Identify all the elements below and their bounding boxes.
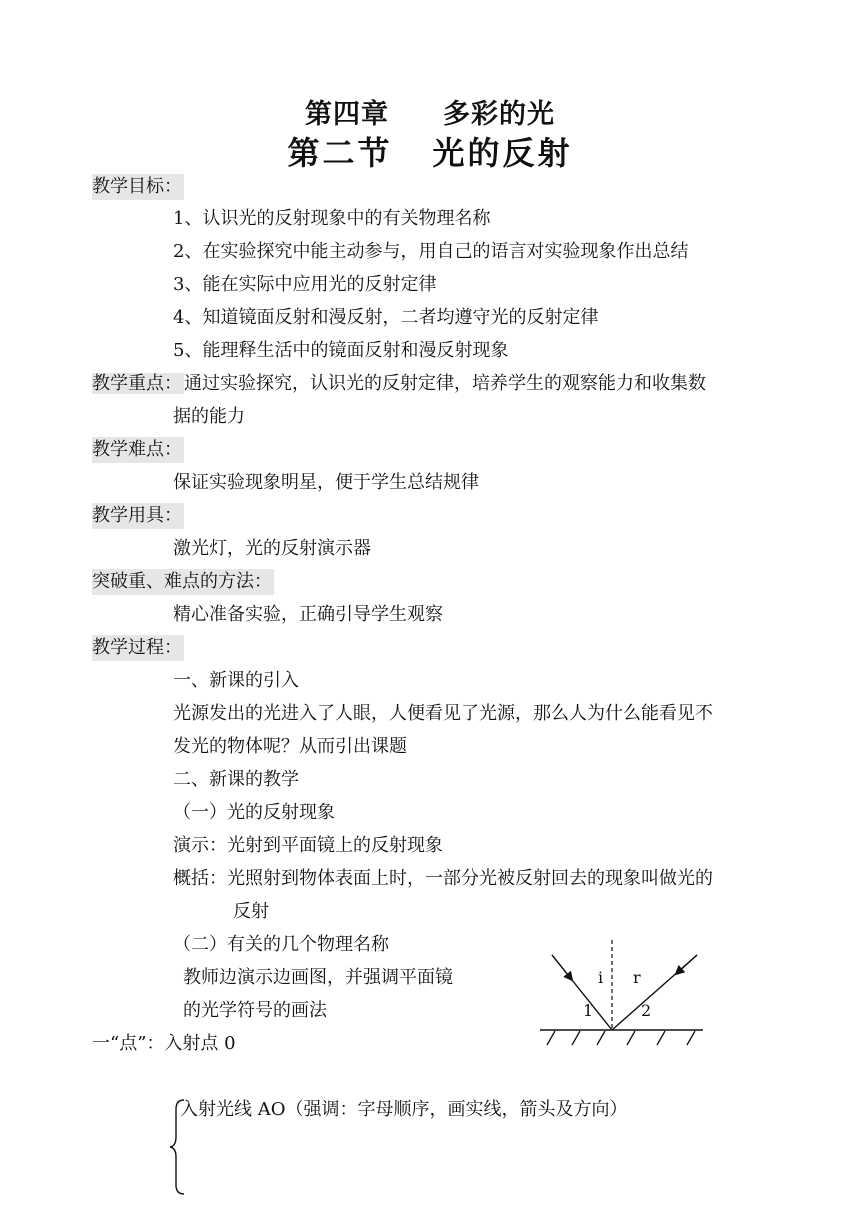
objectives-label: 教学目标：: [92, 174, 184, 200]
methods-label: 突破重、难点的方法：: [92, 569, 274, 595]
angle-2-label: 2: [641, 1001, 652, 1020]
part1-heading: （一）光的反射现象: [173, 802, 335, 823]
reflection-diagram: [535, 935, 715, 1055]
part2-heading: （二）有关的几个物理名称: [173, 934, 389, 955]
chapter-number: 第四章: [305, 99, 389, 130]
mirror-hatch: [597, 1031, 605, 1045]
incident-ray-definition: 入射光线 AO（强调：字母顺序，画实线，箭头及方向）: [180, 1099, 628, 1120]
teacher-line2: 的光学符号的画法: [183, 1000, 327, 1021]
angle-i-label: i: [598, 968, 604, 987]
objective-item-1: 1、认识光的反射现象中的有关物理名称: [173, 208, 491, 229]
section-number: 第二节: [287, 134, 393, 172]
intro-heading: 一、新课的引入: [173, 670, 299, 691]
incident-arrow-icon: [552, 955, 572, 980]
objective-item-4: 4、知道镜面反射和漫反射，二者均遵守光的反射定律: [173, 307, 599, 328]
angle-1-label: 1: [583, 1001, 594, 1020]
section-title: [0, 128, 860, 174]
tools-text: 激光灯，光的反射演示器: [173, 538, 371, 559]
mirror-hatch: [572, 1031, 580, 1045]
mirror-hatch: [687, 1031, 695, 1045]
key-points-label: 教学重点：: [92, 373, 182, 394]
summary-line1: 概括：光照射到物体表面上时，一部分光被反射回去的现象叫做光的: [173, 868, 713, 889]
summary-line2: 反射: [233, 901, 269, 922]
intro-line2: 发光的物体呢？从而引出课题: [173, 736, 407, 757]
intro-line1: 光源发出的光进入了人眼，人便看见了光源，那么人为什么能看见不: [173, 703, 713, 724]
difficulties-label: 教学难点：: [92, 437, 184, 463]
difficulties-text: 保证实验现象明星，便于学生总结规律: [173, 472, 479, 493]
objective-item-3: 3、能在实际中应用光的反射定律: [173, 274, 437, 295]
chapter-title: [0, 92, 860, 131]
methods-text: 精心准备实验，正确引导学生观察: [173, 604, 443, 625]
mirror-hatch: [657, 1031, 665, 1045]
tools-label: 教学用具：: [92, 503, 184, 529]
teaching-heading: 二、新课的教学: [173, 769, 299, 790]
section-name: 光的反射: [432, 134, 573, 172]
key-points-line1: 通过实验探究，认识光的反射定律，培养学生的观察能力和收集数: [184, 373, 706, 394]
reflected-arrow-icon: [676, 955, 697, 974]
objective-item-2: 2、在实验探究中能主动参与，用自己的语言对实验现象作出总结: [173, 241, 689, 262]
process-label: 教学过程：: [92, 635, 184, 661]
key-points-line2: 据的能力: [173, 406, 245, 427]
mirror-hatch: [547, 1031, 555, 1045]
key-points-row: [92, 371, 706, 397]
angle-r-label: r: [633, 968, 641, 987]
teacher-line1: 教师边演示边画图，并强调平面镜: [183, 967, 453, 988]
mirror-hatch: [627, 1031, 635, 1045]
objective-item-5: 5、能理释生活中的镜面反射和漫反射现象: [173, 340, 509, 361]
incidence-point-text: 一“点”：入射点 0: [92, 1033, 236, 1054]
demo-text: 演示：光射到平面镜上的反射现象: [173, 835, 443, 856]
chapter-name: 多彩的光: [443, 99, 555, 130]
